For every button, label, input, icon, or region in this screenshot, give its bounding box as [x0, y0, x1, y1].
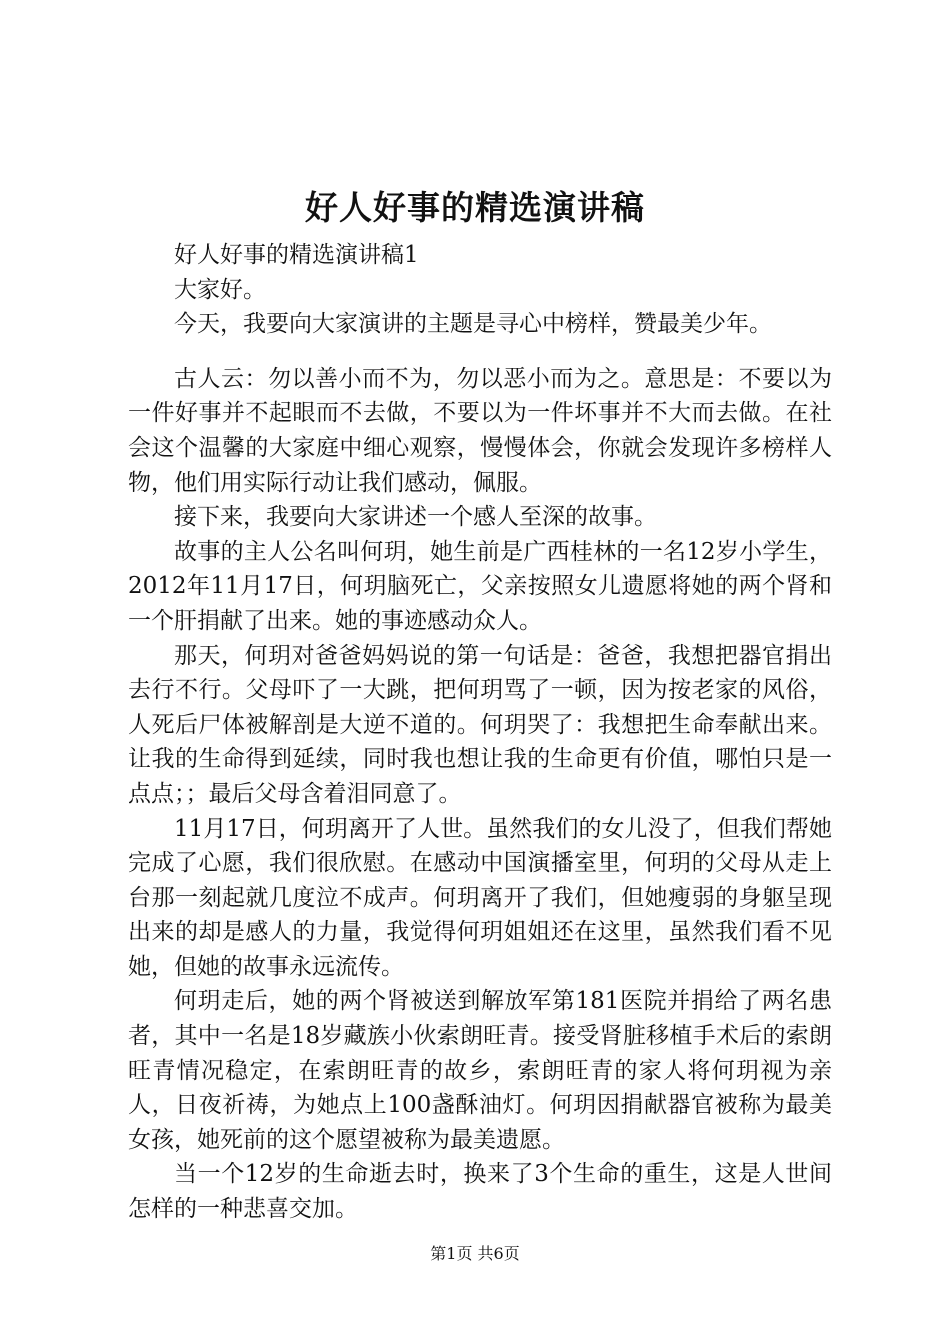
paragraph-story-intro: 故事的主人公名叫何玥，她生前是广西桂林的一名12岁小学生，2012年11月17日，何玥脑死亡，父亲按照女儿遗愿将她的两个肾和一个肝捐献了出来。她的事迹感动众人。	[128, 538, 832, 634]
paragraph-ancient-saying: 古人云：勿以善小而不为，勿以恶小而为之。意思是：不要以为一件好事并不起眼而不去做，不要以为一件坏事并不大而去做。在社会这个温馨的大家庭中细心观察，慢慢体会，你就会发现许多榜样人物，他们用实际行动让我们感动，佩服。	[128, 365, 832, 496]
document-title: 好人好事的精选演讲稿	[305, 188, 645, 227]
paragraph-transition: 接下来，我要向大家讲述一个感人至深的故事。	[174, 504, 657, 531]
paragraph-greeting: 大家好。	[174, 276, 266, 303]
paragraph-story-donation: 何玥走后，她的两个肾被送到解放军第181医院并捐给了两名患者，其中一名是18岁藏族小伙索朗旺青。接受肾脏移植手术后的索朗旺青情况稳定，在索朗旺青的故乡，索朗旺青的家人将何玥视为亲人，日夜祈祷，为她点上100盏酥油灯。何玥因捐献器官被称为最美女孩，她死前的这个愿望被称为最美遗愿。	[128, 988, 832, 1153]
paragraph-subtitle: 好人好事的精选演讲稿1	[174, 242, 419, 268]
document-body	[128, 238, 832, 1227]
paragraph-story-passing: 11月17日，何玥离开了人世。虽然我们的女儿没了，但我们帮她完成了心愿，我们很欣慰。在感动中国演播室里，何玥的父母从走上台那一刻起就几度泣不成声。何玥离开了我们，但她瘦弱的身躯呈现出来的却是感人的力量，我觉得何玥姐姐还在这里，虽然我们看不见她，但她的故事永远流传。	[128, 815, 832, 980]
paragraph-topic: 今天，我要向大家演讲的主题是寻心中榜样，赞最美少年。	[174, 311, 772, 338]
paragraph-story-wish: 那天，何玥对爸爸妈妈说的第一句话是：爸爸，我想把器官捐出去行不行。父母吓了一大跳，把何玥骂了一顿，因为按老家的风俗，人死后尸体被解剖是大逆不道的。何玥哭了：我想把生命奉献出来。让我的生命得到延续，同时我也想让我的生命更有价值，哪怕只是一点点；；最后父母含着泪同意了。	[128, 642, 832, 807]
paragraph-conclusion: 当一个12岁的生命逝去时，换来了3个生命的重生，这是人世间怎样的一种悲喜交加。	[128, 1161, 832, 1223]
page-footer: 第1页 共6页	[430, 1244, 520, 1263]
